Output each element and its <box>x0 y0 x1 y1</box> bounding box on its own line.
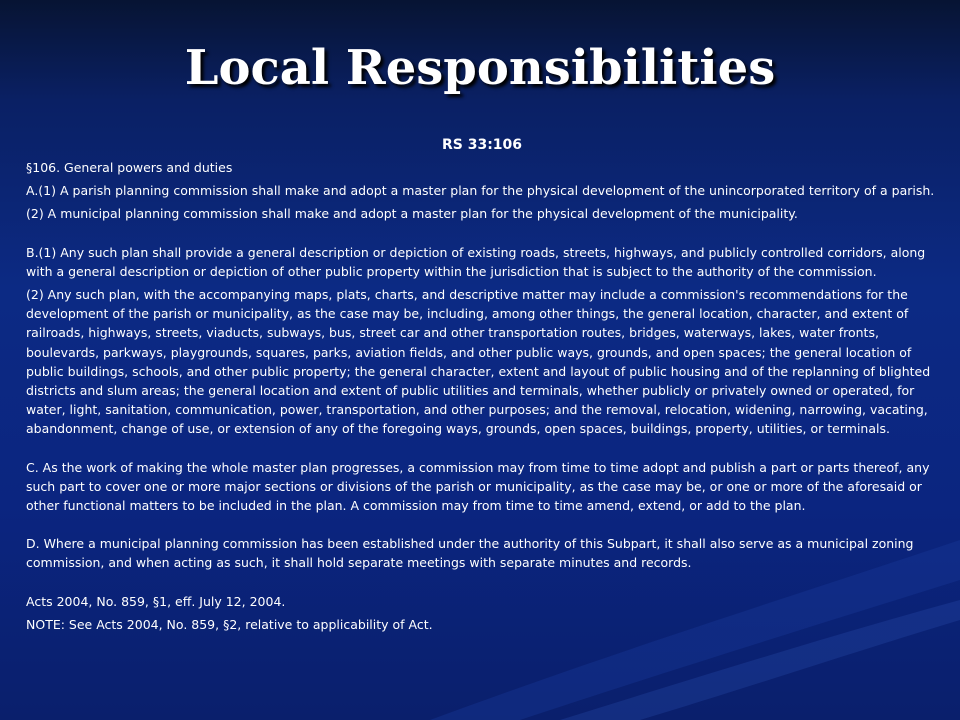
statute-heading: RS 33:106 <box>441 137 523 153</box>
paragraph-b2: (2) Any such plan, with the accompanying maps, plats, charts, and descriptive matter may include a commission's recommendations for the development of the parish or municipality, as the case may be, including, among other things, the general location, character, and extent of railroads, highways, streets, viaducts, subways, bus, street car and other transportation routes, bridges, waterways, lakes, water fronts, boulevards, parkways, playgrounds, squares, parks, aviation fields, and other public ways, grounds, and open spaces; the general location of public buildings, schools, and other public property; the general character, extent and layout of public housing and of the replanning of blighted districts and slum areas; the general location and extent of public utilities and terminals, whether publicly or privately owned or operated, for water, light, sanitation, communication, power, transportation, and other purposes; and the removal, relocation, widening, narrowing, vacating, abandonment, change of use, or extension of any of the foregoing ways, grounds, open spaces, buildings, property, utilities, or terminals. <box>26 287 931 437</box>
paragraph-d: D. Where a municipal planning commission has been established under the authority of this Subpart, it shall also serve as a municipal zoning commission, and when acting as such, it shall hold separate meetings with separate minutes and records. <box>26 536 914 571</box>
paragraph-a1: A.(1) A parish planning commission shall make and adopt a master plan for the physical development of the unincorporated territory of a parish. <box>26 183 935 199</box>
applicability-note: NOTE: See Acts 2004, No. 859, §2, relative to applicability of Act. <box>26 616 433 632</box>
paragraph-c: C. As the work of making the whole master plan progresses, a commission may from time to time adopt and publish a part or parts thereof, any such part to cover one or more major sections or divisions of the parish or municipality, as the case may be, or one or more of the aforesaid or other functional matters to be included in the plan. A commission may from time to time amend, extend, or add to the plan. <box>26 459 930 514</box>
slide-title: Local Responsibilities <box>184 40 776 96</box>
paragraph-a2: (2) A municipal planning commission shall make and adopt a master plan for the physical development of the municipality. <box>26 206 798 222</box>
section-title: §106. General powers and duties <box>26 160 233 175</box>
paragraph-b1: B.(1) Any such plan shall provide a general description or depiction of existing roads, streets, highways, and publicly controlled corridors, along with a general description or depiction of other public property within the jurisdiction that is subject to the authority of the commission. <box>26 244 926 279</box>
acts-note: Acts 2004, No. 859, §1, eff. July 12, 2004. <box>26 593 286 609</box>
statute-text <box>26 136 938 634</box>
